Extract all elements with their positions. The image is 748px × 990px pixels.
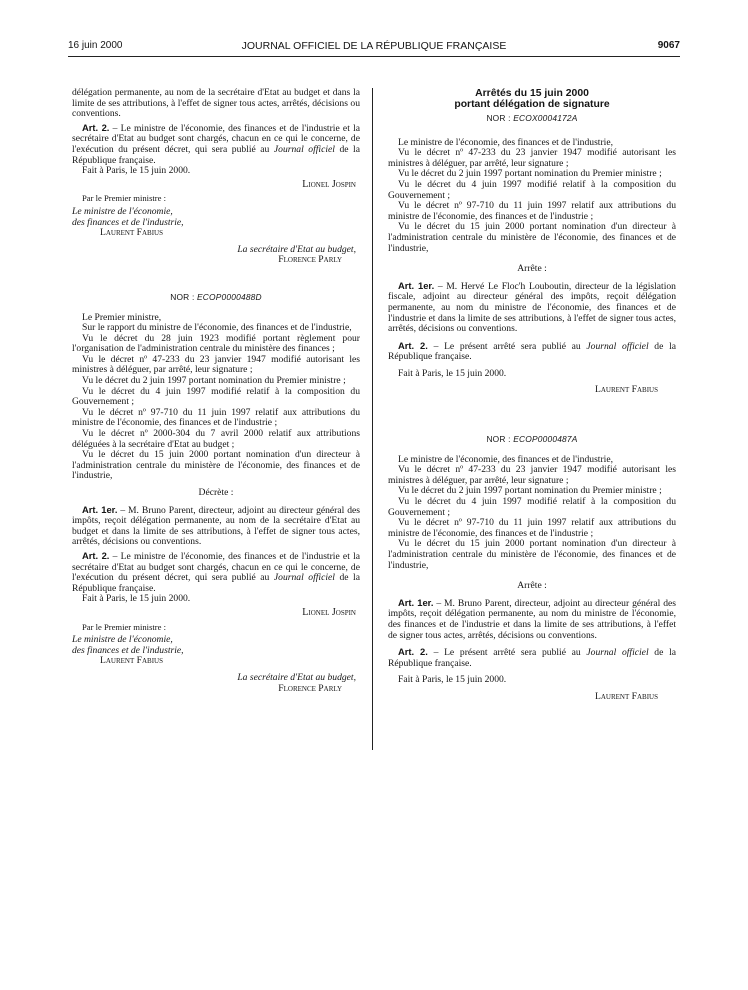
minister-title-line1: Le ministre de l'économie, bbox=[72, 634, 173, 646]
article-text: – M. Bruno Parent, directeur, adjoint au directeur général des impôts, reçoit délégation permanente, au nom du ministre de l'économie, des finances et de l'industrie et dans la limite de ses attributions, à l'effet de signer tous actes, arrêtés, décisions ou conventions. bbox=[388, 597, 676, 641]
journal-title: JOURNAL OFFICIEL DE LA RÉPUBLIQUE FRANÇAISE bbox=[241, 40, 507, 52]
signature-jospin: Lionel Jospin bbox=[302, 178, 356, 190]
article-text-end: de la République française. bbox=[388, 647, 676, 669]
visa: Vu le décret nº 47-233 du 23 janvier 1947 modifié autorisant les ministres à déléguer, par arrêté, leur signature ; bbox=[388, 147, 676, 169]
article-1-paragraph bbox=[388, 281, 676, 335]
visa: Vu le décret du 28 juin 1923 modifié portant règlement pour l'organisation de l'administration centrale du ministère des finances ; bbox=[72, 332, 360, 355]
visa: Vu le décret du 2 juin 1997 portant nomination du Premier ministre ; bbox=[82, 375, 346, 387]
minister-intro: Le ministre de l'économie, des finances et de l'industrie, bbox=[398, 453, 613, 465]
visa: Vu le décret du 15 juin 2000 portant nomination d'un directeur à l'administration centrale du ministère de l'économie, des finances et de l'industrie, bbox=[388, 221, 676, 254]
article-2-paragraph bbox=[72, 123, 360, 166]
fait-a-paris: Fait à Paris, le 15 juin 2000. bbox=[398, 367, 507, 379]
secretary-title: La secrétaire d'Etat au budget, bbox=[237, 671, 356, 683]
article-label: Art. 2. bbox=[82, 121, 110, 133]
article-text-end: de la République française. bbox=[72, 572, 360, 594]
visa: Sur le rapport du ministre de l'économie, des finances et de l'industrie, bbox=[82, 322, 352, 334]
article-text: – M. Hervé Le Floc'h Louboutin, directeur de la législation fiscale, adjoint au directeur général des impôts, reçoit délégation permanente, au nom du ministre de l'économie, des finances et de l'industrie et dans la limite de ses attributions, à l'effet de signer tous actes, arrêtés, décisions ou conventions. bbox=[388, 280, 676, 335]
article-text: – Le présent arrêté sera publié au bbox=[427, 647, 587, 659]
article-text-end: de la République française. bbox=[388, 340, 676, 363]
journal-officiel-ref: Journal officiel bbox=[273, 143, 335, 155]
article-label: Art. 1er. bbox=[82, 503, 118, 515]
visa: Vu le décret du 15 juin 2000 portant nomination d'un directeur à l'administration centrale du ministère de l'économie, des finances et de l'industrie, bbox=[388, 538, 676, 571]
decrete: Décrète : bbox=[198, 487, 234, 498]
nor-label: NOR : bbox=[486, 113, 514, 123]
signature-fabius: Laurent Fabius bbox=[100, 227, 163, 239]
visa: Vu le décret du 2 juin 1997 portant nomination du Premier ministre ; bbox=[398, 168, 662, 180]
journal-officiel-ref: Journal officiel bbox=[273, 572, 335, 584]
nor-reference bbox=[388, 434, 676, 445]
arretes-subtitle: portant délégation de signature bbox=[454, 99, 610, 110]
visa: Vu le décret du 4 juin 1997 modifié relatif à la composition du Gouvernement ; bbox=[72, 385, 360, 408]
signature-fabius: Laurent Fabius bbox=[595, 690, 658, 702]
article-label: Art. 2. bbox=[398, 339, 428, 351]
par-le-premier-ministre: Par le Premier ministre : bbox=[82, 621, 167, 632]
article-1-paragraph bbox=[72, 505, 360, 548]
column-divider bbox=[372, 88, 373, 750]
arrete: Arrête : bbox=[517, 580, 547, 592]
right-column bbox=[388, 88, 676, 703]
article-label: Art. 1er. bbox=[398, 279, 435, 291]
visa: Vu le décret du 4 juin 1997 modifié relatif à la composition du Gouvernement ; bbox=[388, 496, 676, 518]
signature-parly: Florence Parly bbox=[278, 682, 342, 694]
signature-jospin: Lionel Jospin bbox=[302, 606, 356, 618]
nor-reference bbox=[72, 292, 360, 303]
signature-fabius: Laurent Fabius bbox=[595, 384, 658, 396]
left-column bbox=[72, 88, 360, 694]
minister-title-line2: des finances et de l'industrie, bbox=[72, 644, 184, 656]
visa: Vu le décret nº 97-710 du 11 juin 1997 relatif aux attributions du ministre de l'économie, des finances et de l'industrie ; bbox=[72, 406, 360, 429]
page-header bbox=[68, 40, 680, 57]
fait-a-paris: Fait à Paris, le 15 juin 2000. bbox=[82, 593, 191, 605]
visa: Vu le décret nº 97-710 du 11 juin 1997 relatif aux attributions du ministre de l'économie, des finances et de l'industrie ; bbox=[388, 517, 676, 539]
nor-reference bbox=[388, 113, 676, 124]
journal-officiel-ref: Journal officiel bbox=[586, 647, 649, 659]
visa: Vu le décret du 4 juin 1997 modifié relatif à la composition du Gouvernement ; bbox=[388, 178, 676, 201]
nor-code: ECOP0000488D bbox=[197, 291, 262, 302]
minister-title-line1: Le ministre de l'économie, bbox=[72, 205, 173, 217]
page-number: 9067 bbox=[657, 40, 680, 51]
par-le-premier-ministre: Par le Premier ministre : bbox=[82, 193, 167, 204]
nor-label: NOR : bbox=[170, 291, 197, 302]
article-1-paragraph bbox=[388, 598, 676, 641]
signature-parly: Florence Parly bbox=[278, 254, 342, 266]
arrete: Arrête : bbox=[517, 263, 547, 275]
visa: Vu le décret nº 47-233 du 23 janvier 1947 modifié autorisant les ministres à déléguer, par arrêté, leur signature ; bbox=[72, 353, 360, 376]
nor-label: NOR : bbox=[486, 434, 514, 445]
arretes-title: Arrêtés du 15 juin 2000 bbox=[475, 88, 589, 99]
continuation-text: délégation permanente, au nom de la secrétaire d'Etat au budget et dans la limite de ses attributions, à l'effet de signer tous actes, arrêtés, décisions ou conventions. bbox=[72, 87, 360, 120]
article-text: – Le ministre de l'économie, des finances et de l'industrie et la secrétaire d'Etat au budget sont chargés, chacun en ce qui le concerne, de l'exécution du présent décret, qui sera publié au bbox=[72, 122, 360, 155]
nor-code: ECOX0004172A bbox=[513, 113, 578, 123]
minister-intro: Le ministre de l'économie, des finances et de l'industrie, bbox=[398, 136, 613, 148]
signature-fabius: Laurent Fabius bbox=[100, 655, 163, 667]
article-2-paragraph bbox=[388, 647, 676, 669]
article-text: – Le présent arrêté sera publié au bbox=[427, 340, 587, 352]
article-text: – Le ministre de l'économie, des finances et de l'industrie et la secrétaire d'Etat au budget sont chargés, chacun en ce qui le concerne, de l'exécution du présent décret, qui sera publié au bbox=[72, 550, 360, 584]
visa: Vu le décret nº 97-710 du 11 juin 1997 relatif aux attributions du ministre de l'économie, des finances et de l'industrie ; bbox=[388, 200, 676, 222]
visa: Vu le décret du 15 juin 2000 portant nomination d'un directeur à l'administration centrale du ministère de l'économie, des finances et de l'industrie, bbox=[72, 449, 360, 482]
visa: Vu le décret nº 2000-304 du 7 avril 2000 relatif aux attributions déléguées à la secrétaire d'Etat au budget ; bbox=[72, 428, 360, 450]
article-text: – M. Bruno Parent, directeur, adjoint au directeur général des impôts, reçoit délégation permanente, au nom de la secrétaire d'Etat au budget et dans la limite de ses attributions, à l'effet de signer tous actes, arrêtés, décisions ou conventions. bbox=[72, 504, 360, 548]
article-label: Art. 2. bbox=[82, 549, 110, 561]
secretary-title: La secrétaire d'Etat au budget, bbox=[237, 243, 356, 255]
header-date: 16 juin 2000 bbox=[68, 40, 123, 51]
visa: Vu le décret nº 47-233 du 23 janvier 1947 modifié autorisant les ministres à déléguer, par arrêté, leur signature ; bbox=[388, 464, 676, 486]
article-label: Art. 2. bbox=[398, 646, 428, 658]
minister-title-line2: des finances et de l'industrie, bbox=[72, 216, 184, 228]
visa: Vu le décret du 2 juin 1997 portant nomination du Premier ministre ; bbox=[398, 485, 662, 497]
article-2-paragraph bbox=[72, 551, 360, 594]
fait-a-paris: Fait à Paris, le 15 juin 2000. bbox=[398, 674, 507, 686]
fait-a-paris: Fait à Paris, le 15 juin 2000. bbox=[82, 165, 191, 177]
nor-code: ECOP0000487A bbox=[513, 434, 578, 445]
premier-ministre: Le Premier ministre, bbox=[82, 311, 162, 323]
article-2-paragraph bbox=[388, 341, 676, 363]
article-text-end: de la République française. bbox=[72, 143, 360, 166]
article-label: Art. 1er. bbox=[398, 596, 434, 608]
journal-officiel-ref: Journal officiel bbox=[586, 340, 649, 352]
